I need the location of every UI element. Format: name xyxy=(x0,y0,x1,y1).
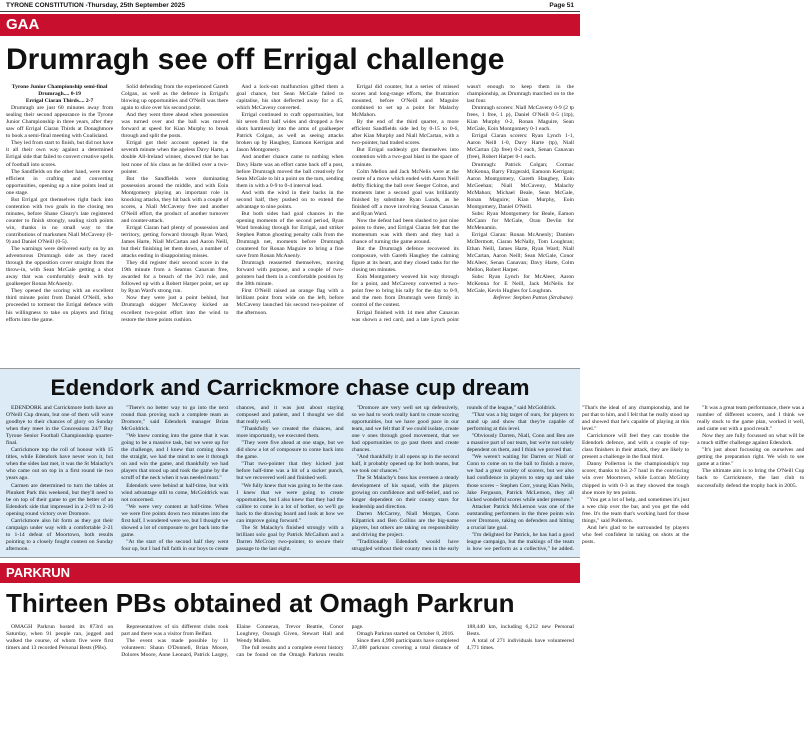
article-paragraph: Since then 4,990 participants have completed 37,488 parkruns covering a total distance of 188,440 km, including 6,212 new Personal Bests. xyxy=(351,624,574,652)
article-paragraph: And with the wind in their backs in the second half, they pushed on to extend the advantage to nine points. xyxy=(236,189,344,210)
page-header xyxy=(0,0,580,12)
article-paragraph: Danny Pollerton is the championship's top scorer, thanks to his 2-7 haul in the convincing win over Moortown, while Lorcan McGinty chipped in with 0-3 as they showed the tough shoe more by ten points. xyxy=(581,461,690,496)
article-paragraph: But the Sandfields were dominating possession around the middle, and with Eoin Montgomery playing an important role in knocking attacks, they hit back with a couple of scores, a Niall McCaveny free and another O'Neill effort, the product of another turnover and counter-attack. xyxy=(121,175,229,224)
article-paragraph: Solid defending from the experienced Gareth Colgan, as well as the defence in Errigal's blowing up opportunities and O'Neill was there again to slice over his second point. xyxy=(121,84,229,112)
page-number: Page 51 xyxy=(549,2,574,9)
article-paragraph: "And thankfully it all opens up in the second half, it probably opened up for both teams, but we took our chances." xyxy=(351,454,459,475)
section-label-parkrun: PARKRUN xyxy=(0,563,580,583)
kicker-line: Errigal Ciaran Thirds.... 2-7 xyxy=(25,98,94,105)
article-paragraph: Drumragh are just 60 minutes away from sealing their second appearance in the Tyrone Junior Championship in three years, after they saw off Errigal Ciaran Thirds at Donaghmore to book a semi-final meeting with Coalisland. xyxy=(6,105,114,140)
article-paragraph: "Traditionally Edendork would have struggled without their county men in the early rounds of the league," said McGoldrick. xyxy=(351,405,557,552)
article-paragraph: "It's just about focussing on ourselves and getting the preparation right. We wish to see game at a time." xyxy=(697,447,804,468)
article-paragraph: Errigal Ciaran had plenty of possession and territory, getting forward through Ryan Ward, James Harte, Niall McCartan and Aaron Neill, but their finishing let them down, a number of attacks ending in disappointing misses. xyxy=(121,224,229,260)
article-paragraph: But the Drumragh defence recovered its composure, with Gareth Haughey the calming figure at its heart, and they closed tasks for the closing ten minutes. xyxy=(351,246,459,274)
article-paragraph: Errigal continued to craft opportunities, but hit seven first half wides and dropped a few shots harmlessly into the arms of goalkeeper Patrick Colgan, as well as seeing attacks broken up by Haughey, Eamonn Kerrigan and Jason Montgomery. xyxy=(236,112,344,154)
article-paragraph: "We knew coming into the game that it was going to be a massive task, but we were up for the challenge, and I knew that coming down the straight, we had the mind to see it through on and win the game, and thankfully we had players that stood up and took the game by the scruff of the neck when it was needed most." xyxy=(121,433,229,482)
article-paragraph: "I'm delighted for Patrick, he has had a good league campaign, but the makings of the team is how we perform as a collective," he added. "That's the ideal of any championship, and he put that to him, and I felt that he really stood up and showed that he's capable of playing at this level." xyxy=(466,405,690,552)
article-paragraph: And he's glad to be surrounded by players who feel confident in taking on shots at the posts. xyxy=(581,524,690,545)
article-paragraph: They led from start to finish, but did not have it all their own way against a determined Errigal side that failed to convert creative spells of football into scores. xyxy=(6,140,114,168)
article-parkrun xyxy=(6,624,574,734)
article-paragraph: OMAGH Parkrun hosted its 873rd on Saturday, when 91 people ran, jogged and walked the course, of whom five were first timers and 13 recorded Personal Bests (PBs). xyxy=(6,624,114,652)
article-paragraph: "We were very content at half-time. When we were five points down two minutes into the first half, I wondered were we, but I thought we showed a lot of composure to get back into the game. xyxy=(121,503,229,538)
article-paragraph: And a lock-out malfunction gifted them a goal chance, but Sean McGale failed to capitalise, his shot deflected away for a 45, which McCaveny converted. xyxy=(236,84,344,112)
article-paragraph: "You get a lot of help, and sometimes it's just a wee chip over the bar, and you get the odd free. It's the team that's working hard for those things," said Pollerton. xyxy=(581,496,690,524)
feature-band xyxy=(0,368,804,558)
article-paragraph: The Sandfields on the other hand, were more efficient in crafting and converting opportunities, opening up a nine points lead at one stage. xyxy=(6,168,114,196)
article-paragraph: They opened the scoring with an excellent third minute point from Daniel O'Neill, who proceeded to torment the Errigal defence with his willingness to take on players and firing efforts into the game. xyxy=(6,288,114,323)
kicker-line: Tyrone Junior Championship semi-final xyxy=(11,84,108,90)
article-paragraph: "It was a great team performance, there was a number of different scorers, and I think we really stuck to the game plan, worked it well, and came out with a good result." xyxy=(697,405,804,433)
article-paragraph: Now they were just a point behind, but Drumragh skipper McCaveny kicked an excellent two-point effort into the wind to restore the three points cushion. xyxy=(121,295,229,323)
article-paragraph: Omagh Parkrun started on October 8, 2016. xyxy=(356,631,455,638)
article-paragraph: Carrickmore will feel they can trouble the Edendork defence, and with a couple of top-class finishers in their attack, they are likely to present a challenge in the final third. xyxy=(581,433,690,461)
article-paragraph: "There's no better way to go into the next round than proving such a complete team as Dromore," said Edendork manager Brian McGoldrick. xyxy=(121,405,229,433)
article-paragraph: Colm Mellon and Jack McNelis were at the centre of a move which ended with Aaron Neill deftly flicking the ball over Seeger Colton, and moments later a second goal was brilliantly finished by substitute Ryan Lunds, as he finished off a move involving Seanan Canavan and Ryan Ward. xyxy=(351,168,459,217)
article-paragraph: "At the start of the second half they went four up, but I had full faith in our boys to create chances, and it was just about staying composed and patient, and I thought we did that really well. xyxy=(121,405,344,552)
publication-line: TYRONE CONSTITUTION -Thursday, 25th September 2025 xyxy=(6,2,186,9)
article-paragraph: The ultimate aim is to bring the O'Neill Cup back to Carrickmore, the last club to successfully defend the trophy back in 2005. xyxy=(697,468,804,489)
article-paragraph: Edendork were behind at half-time, but with wind advantage still to come, McGoldrick was not concerned. xyxy=(121,482,229,503)
article-paragraph: Darren McCarrey, Niall Morgan, Conn Kilpatrick and Ben Collins are the big-name players, but others are taking on responsibility and driving the project. xyxy=(351,510,459,538)
headline-edendork: Edendork and Carrickmore chase cup dream xyxy=(50,375,530,400)
article-paragraph: The full results and a complete event history can be found on the Omagh Parkrun results page. xyxy=(236,624,364,659)
article-paragraph: They did register their second score in the 19th minute from a Seamus Canavan free, awarded for a breach of the 3v3 rule, and followed up with a Robert Harper point, set up by Ryan Ward's strong run. xyxy=(121,260,229,295)
article-paragraph: Errigal finished with 14 men after Canavan was shown a red card, and a late Lynch point wasn't enough to keep them in the championship, as Drumragh marched on to the last four. xyxy=(351,84,574,323)
section-label-gaa: GAA xyxy=(0,14,580,36)
article-drumragh xyxy=(6,84,574,366)
article-paragraph: Representatives of six different clubs took part and there was a visitor from Belfast. xyxy=(121,624,229,638)
article-paragraph: Now they are fully focussed on what will be a much stiffer challenge against Edendork. xyxy=(697,433,804,447)
article-paragraph: First O'Neill raised an orange flag with a brilliant point from wide on the left, before McCaveny launched his second two-pointer of the afternoon. xyxy=(236,288,344,316)
article-paragraph: The warnings were delivered early on by an adventurous Drumragh side as they raced through the opposition cover straight from the throw-in, with Sean McGale getting a shot away that was comfortably dealt with by goalkeeper Ronan McAnenly. xyxy=(6,246,114,288)
article-paragraph: "That was a big target of ours, for players to stand up and show that they're capable of performing at this level. xyxy=(466,412,574,433)
article-paragraph: But both sides had goal chances in the opening moments of the second period, Ryan Ward breaking through for Errigal, and striker Stephen Patton ghosting penalty calls from the Drumragh net, moments before Drumragh countered for Ronan Maguire to bring a fine save from Ronan McAnenly. xyxy=(236,210,344,260)
article-paragraph: Subs: Ryan Lynch for McAleer, Aaron McKenna for E Neill, Jack McNelis for McGale, Kevin Hughes for Loughran. xyxy=(466,274,574,295)
headline-parkrun: Thirteen PBs obtained at Omagh Parkrun xyxy=(6,588,515,618)
article-paragraph: EDENDORK and Carrickmore both have an O'Neill Cup dream, but one of them will wave goodbye to their chances of glory on Sunday when they meet in the Concessions 24/7 Buy Tyrone Senior Football Championship quarter-final. xyxy=(6,405,114,447)
article-paragraph: By the end of the third quarter, a more efficient Sandfields side led by 0-15 to 0-6, after Kian Murphy and Niall McCartan, with a two-pointer, had traded scores. xyxy=(351,119,459,147)
article-paragraph: And they went three ahead when possession was turned over and the ball was moved forward at speed for Kian Murphy to break through and split the posts. xyxy=(121,112,229,140)
article-paragraph: "They were five ahead at one stage, but we did show a lot of composure to come back into the game. xyxy=(236,440,344,461)
article-paragraph: And another chance came to nothing when Davy Harte was an effort came back off a post, before Drumragh moved the ball creatively for Sean McGale to hit a point on the turn, sending them in with a 0-9 to 0-4 interval lead. xyxy=(236,154,344,189)
article-paragraph: Subs: Ryan Montgomery for Beale, Eamon McCann for McGale, Oran Devlin for McMenamin. xyxy=(466,210,574,231)
article-paragraph: Eoin Montgomery weaved his way through for a point, and McCaveny converted a two-point free to bring his tally for the day to 0-9, and the men from Drumragh were firmly in control of the contest. xyxy=(351,274,459,309)
article-paragraph: The St Malachy's finished strongly with a brilliant solo goal by Patrick McCallum and a Darren McCrory two-pointer, to secure their passage to the last eight. xyxy=(236,524,344,552)
article-paragraph: Carmen are determined to turn the tables at Plunkett Park this weekend, but they'll need to be on top of their game to get the better of an Edendork side that impressed in a 2-19 to 2-16 opening round victory over Dromore. xyxy=(6,482,114,517)
article-paragraph: Errigal Ciaran: Ronan McAnenly; Damien McDermott, Ciaran McNally, Tom Loughran; Ethan Neill, James Harte, Ryan Ward; Niall McCartan, Aaron Neill; Sean McGale, Conor McAleer, Senan Canavan; Davy Harte, Colm Mellon, Robert Harper. xyxy=(466,231,574,274)
referee-line: Referee: Stephen Patton (Strabane). xyxy=(493,295,574,302)
kicker-line: Drumragh.... 0-19 xyxy=(38,91,81,98)
article-paragraph: Errigal got their account opened in the seventh minute when the ageless Davy Harte, a double All-Ireland winner, showed that he has lost none of his class as he drilled over a two-pointer. xyxy=(121,140,229,175)
article-paragraph: Errigal did counter, but a series of missed scores and long-range efforts, the frustration mounted, before O'Neill and Maguire combined to set up a point for Malachy McMahon. xyxy=(351,84,459,119)
article-paragraph: Now the defeat had been slashed to just nine points to three, and Errigal Ciaran felt that the momentum was with them and they had a chance of turning the game around. xyxy=(351,217,459,246)
article-paragraph: "Dromore are very well set up defensively, so we had to work really hard to create scoring opportunities, but we have good pace in our team, and we felt that if we could isolate, create one v ones through good movement, that we had opportunities to go past them and create chances. xyxy=(351,405,459,454)
article-edendork xyxy=(6,405,804,555)
article-paragraph: The event was made possible by 11 volunteers: Shaun O'Donnell, Brian Moore, Dolores Moore, Anne Leonard, Patrick Largey, Elaine Conneran, Trevor Beattie, Conor Loughrey, Oonagh Given, Stewart Hall and Wendy Mullen. xyxy=(121,624,344,659)
article-paragraph: But Errigal suddenly got themselves into contention with a two-goal blast in the space of a minute. xyxy=(351,147,459,168)
article-paragraph: Attacker Patrick McLernon was one of the outstanding performers in the three points win over Dromore, taking on defenders and hitting a crucial late goal. xyxy=(466,503,574,531)
headline-drumragh: Drumragh see off Errigal challenge xyxy=(6,43,505,76)
article-paragraph: Drumragh reasserted themselves, moving forward with purpose, and a couple of two-pointers had them in a comfortable position by the 38th minute. xyxy=(236,260,344,288)
article-paragraph: Errigal Ciaran scorers: Ryan Lynch 1-1, Aaron Neill 1-0, Davy Harte (tp), Niall McCartan (2p free) 0-2 each, Senan Canavan (free), Robert Harper 0-1 each. xyxy=(466,133,574,161)
article-paragraph: A total of 271 individuals have volunteered 4,771 times. xyxy=(466,638,574,652)
article-paragraph: Carrickmore top the roll of honour with 15 titles, while Edendork have never won it, but when the sides last met, it was the St Malachy's who came out on top in a first round tie two years ago. xyxy=(6,447,114,482)
article-paragraph: Drumragh: Patrick Colgan; Cormac McKenna, Barry Fitzgerald, Eamonn Kerrigan; Aaron Montgomery, Gareth Haughey, Eoin McGeehan; Niall McCaveny, Malachy McMahon; Michael Beale, Sean McGale, Ronan Maguire; Kian Murphy, Eoin Montgomery, Daniel O'Neill. xyxy=(466,161,574,210)
article-paragraph: "Obviously Darren, Niall, Conn and Ben are a massive part of our team, but we're not solely dependent on them, and I think we proved that. xyxy=(466,433,574,454)
article-paragraph: "Thankfully we created the chances, and more importantly, we executed them. xyxy=(236,426,344,440)
article-paragraph: "That two-pointer that they kicked just before half-time was a bit of a sucker punch, but we recovered well and finished well. xyxy=(236,461,344,482)
article-paragraph: "We weren't waiting for Darren or Niall or Conn to come on to the ball to finish a move, we had a great variety of scorers, but we also had confidence in players to step up and take those scores – Stephen Corr, young Kian Nelis, Jake Ferguson, Patrick McLernon, they all kicked wonderful scores while under pressure." xyxy=(466,454,574,503)
article-paragraph: The St Malachy's boss has overseen a steady development of his squad, with the players growing on confidence and self-belief, and no longer dependent on their county stars for leadership and direction. xyxy=(351,475,459,510)
article-paragraph: "We fully knew that was going to be the case. I knew that we were going to create opportunities, but I also knew that they had the calibre to come in a lot of bother, so we'll go back to the drawing board and look at how we can improve going forward." xyxy=(236,482,344,524)
article-paragraph: Carrickmore also hit form as they got their campaign under way with a comfortable 2-21 to 1-14 defeat of Moortown, both results pointing to a closely fought contest on Sunday afternoon. xyxy=(6,517,114,552)
article-paragraph: But Errigal got themselves right back into contention with two goals in the closing ten minutes, before Shane Cleary's late registered counter to finish strongly, sealing sixth points win, thanks in no small way to the contributions of marksmen Niall McCaveny (0-9) and Daniel O'Neill (0-5). xyxy=(6,196,114,246)
article-paragraph: Drumragh scorers: Niall McCaveny 0-9 (2 tp frees, 1 free, 1 p), Daniel O'Neill 0-5 (1tp), Kian Murphy 0-2, Ronan Maguire, Sean McGale, Eoin Montgomery 0-1 each. xyxy=(466,105,574,133)
